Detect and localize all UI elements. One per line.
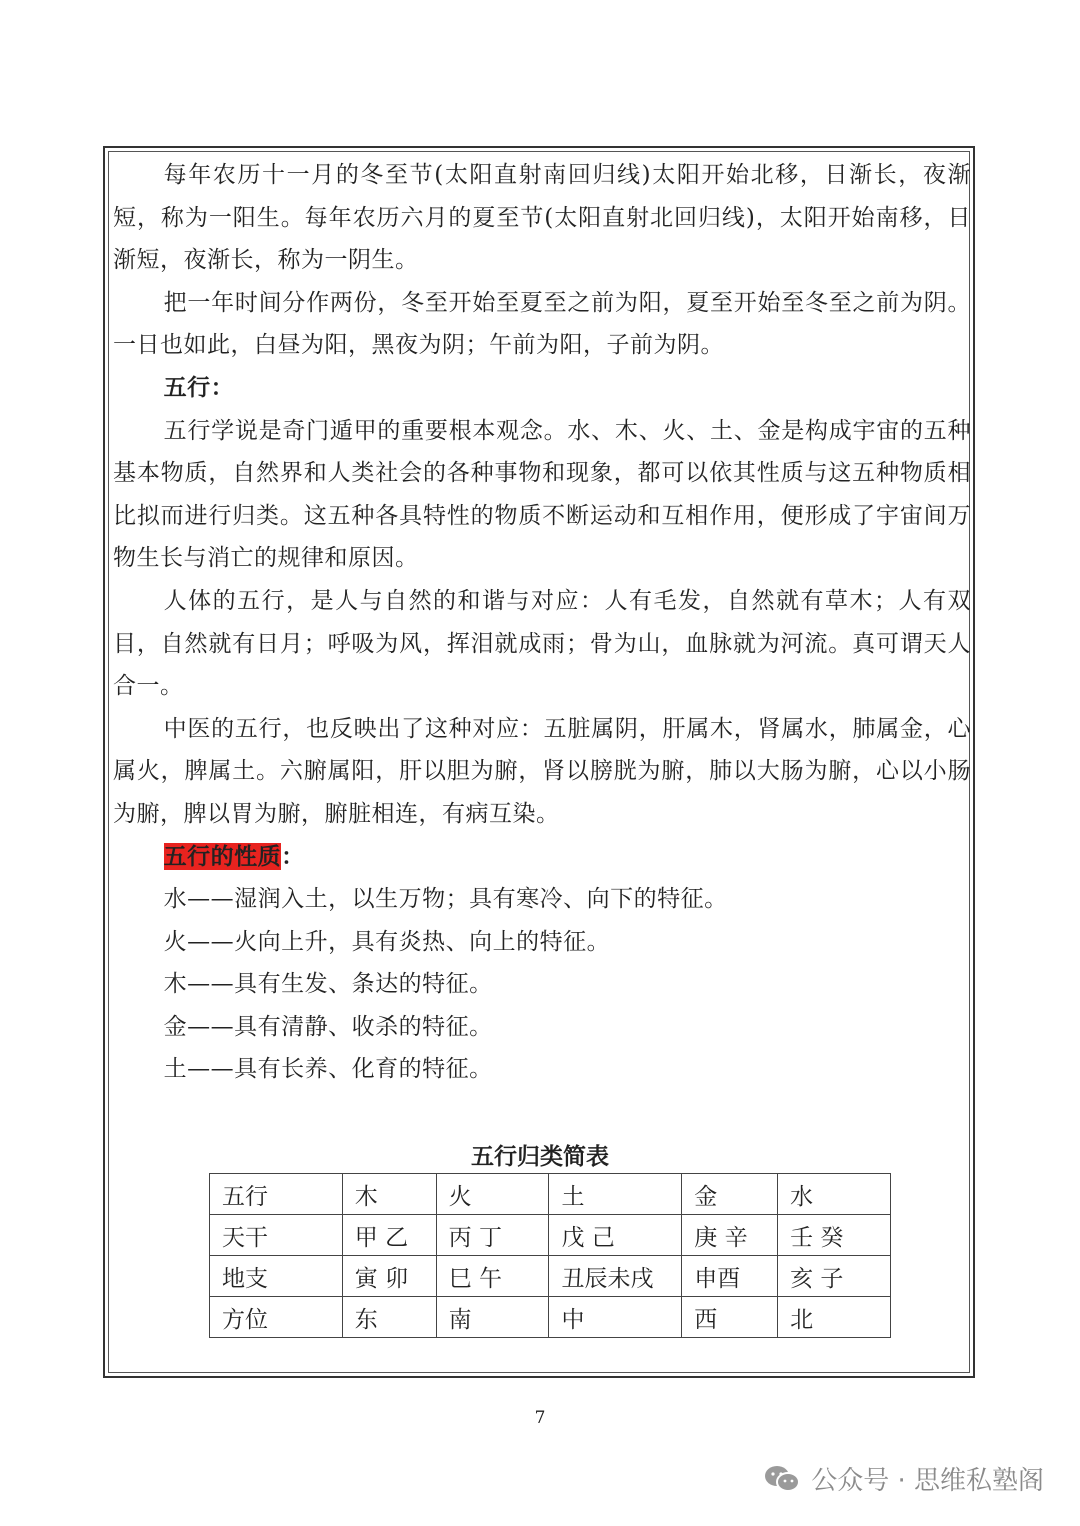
section-heading-properties: 五行的性质： [163, 842, 305, 870]
table-title: 五行归类简表 [471, 1143, 609, 1170]
table-row [210, 1215, 891, 1256]
table-cell: 巳 午 [436, 1256, 549, 1297]
table-cell: 中 [549, 1297, 682, 1338]
table-row [210, 1174, 891, 1215]
property-item: 水——湿润入土，以生万物；具有寒冷、向下的特征。 [163, 886, 728, 913]
table-cell: 寅 卯 [342, 1256, 436, 1297]
table-cell: 西 [682, 1297, 778, 1338]
table-cell: 申酉 [682, 1256, 778, 1297]
table-row [210, 1297, 891, 1338]
property-item: 火——火向上升，具有炎热、向上的特征。 [163, 928, 611, 955]
table-cell: 天干 [210, 1215, 343, 1256]
table-cell: 火 [436, 1174, 549, 1215]
table-cell: 地支 [210, 1256, 343, 1297]
table-cell: 东 [342, 1297, 436, 1338]
paragraph: 五行学说是奇门遁甲的重要根本观念。水、木、火、土、金是构成宇宙的五种基本物质，自然界和人类社会的各种事物和现象，都可以依其性质与这五种物质相比拟而进行归类。这五种各具特性的物质不断运动和互相作用，便形成了宇宙间万物生长与消亡的规律和原因。 [113, 417, 971, 572]
paragraph: 每年农历十一月的冬至节(太阳直射南回归线)太阳开始北移，日渐长，夜渐短，称为一阳生。每年农历六月的夏至节(太阳直射北回归线)，太阳开始南移，日渐短，夜渐长，称为一阴生。 [113, 162, 971, 274]
table-cell: 方位 [210, 1297, 343, 1338]
table-cell: 甲 乙 [342, 1215, 436, 1256]
table-cell: 水 [778, 1174, 891, 1215]
table-cell: 亥 子 [778, 1256, 891, 1297]
table-cell: 戊 己 [549, 1215, 682, 1256]
section-heading-wuxing: 五行： [163, 373, 235, 401]
watermark [763, 1460, 1044, 1497]
table-cell: 木 [342, 1174, 436, 1215]
table-cell: 丑辰未戌 [549, 1256, 682, 1297]
table-cell: 南 [436, 1297, 549, 1338]
table-cell: 庚 辛 [682, 1215, 778, 1256]
wuxing-table [209, 1173, 891, 1338]
table-cell: 五行 [210, 1174, 343, 1215]
property-item: 金——具有清静、收杀的特征。 [163, 1013, 493, 1040]
wechat-icon [763, 1463, 801, 1495]
highlighted-heading: 五行的性质 [163, 842, 282, 870]
table-cell: 壬 癸 [778, 1215, 891, 1256]
table-cell: 金 [682, 1174, 778, 1215]
property-item: 土——具有长养、化育的特征。 [163, 1056, 493, 1083]
paragraph: 把一年时间分作两份，冬至开始至夏至之前为阳，夏至开始至冬至之前为阴。一日也如此，白昼为阳，黑夜为阴；午前为阳，子前为阴。 [113, 289, 971, 359]
table-cell: 土 [549, 1174, 682, 1215]
table-cell: 北 [778, 1297, 891, 1338]
property-item: 木——具有生发、条达的特征。 [163, 971, 493, 998]
paragraph: 中医的五行，也反映出了这种对应：五脏属阴，肝属木，肾属水，肺属金，心属火，脾属土。六腑属阳，肝以胆为腑，肾以膀胱为腑，肺以大肠为腑，心以小肠为腑，脾以胃为腑，腑脏相连，有病互染。 [113, 715, 971, 827]
watermark-text: 公众号 · 思维私塾阁 [811, 1466, 1044, 1496]
document-body [113, 154, 971, 1091]
page-number: 7 [534, 1408, 546, 1428]
table-cell: 丙 丁 [436, 1215, 549, 1256]
table-row [210, 1256, 891, 1297]
paragraph: 人体的五行，是人与自然的和谐与对应：人有毛发，自然就有草木；人有双目，自然就有日月；呼吸为风，挥泪就成雨；骨为山，血脉就为河流。真可谓天人合一。 [113, 587, 971, 700]
